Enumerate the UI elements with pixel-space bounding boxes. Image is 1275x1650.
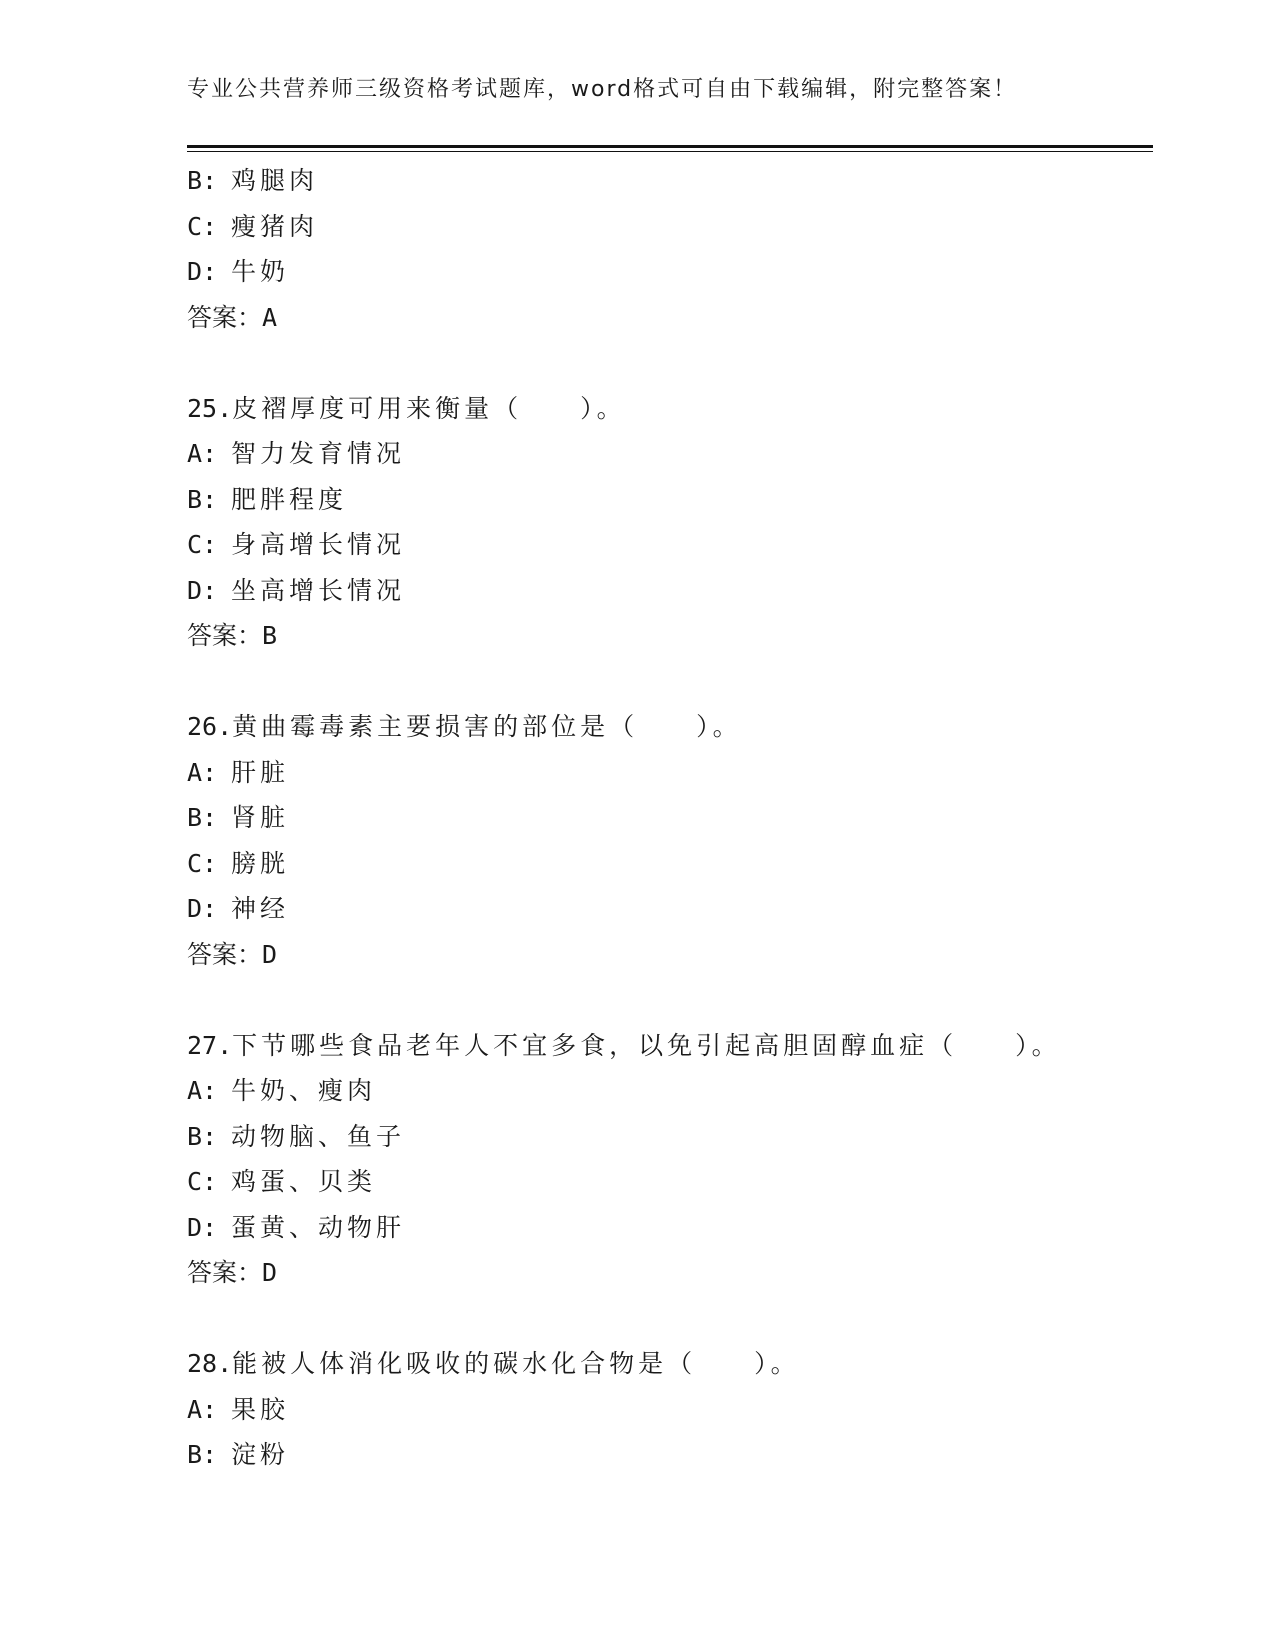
option-text: 身高增长情况 (231, 530, 406, 559)
question-stem (187, 386, 1147, 432)
question-stem (187, 1023, 1147, 1069)
option-b (187, 1432, 1147, 1478)
option-letter: D: (187, 894, 218, 923)
question-25 (187, 386, 1147, 659)
header-rule-thick (187, 145, 1153, 148)
option-letter: D: (187, 575, 218, 605)
option-letter: B: (187, 166, 218, 195)
answer-label: 答案： (187, 1258, 263, 1287)
question-27 (187, 1023, 1147, 1296)
question-text: 黄曲霉毒素主要损害的部位是（ ）。 (232, 712, 742, 741)
option-d (187, 886, 1147, 932)
option-text: 淀粉 (231, 1440, 290, 1469)
option-letter: A: (187, 1076, 218, 1105)
option-b (187, 1114, 1147, 1160)
option-c (187, 1159, 1147, 1205)
option-letter: C: (187, 530, 218, 559)
option-a (187, 1068, 1147, 1114)
option-c (187, 204, 1147, 250)
option-text: 蛋黄、动物肝 (231, 1212, 406, 1242)
answer-label: 答案： (187, 939, 263, 969)
option-text: 果胶 (231, 1394, 290, 1424)
question-stem (187, 704, 1147, 750)
option-c (187, 841, 1147, 887)
option-letter: A: (187, 1394, 218, 1424)
option-letter: C: (187, 848, 218, 878)
option-letter: B: (187, 1121, 218, 1151)
answer-line (187, 1250, 1147, 1296)
option-letter: D: (187, 1212, 218, 1242)
option-b (187, 795, 1147, 841)
option-text: 鸡蛋、贝类 (231, 1167, 377, 1196)
option-letter: C: (187, 211, 218, 241)
question-24-continuation (187, 158, 1147, 340)
header-rule-thin (187, 151, 1153, 152)
question-26 (187, 704, 1147, 977)
option-text: 膀胱 (231, 848, 290, 878)
option-d (187, 249, 1147, 295)
question-number: 28. (187, 1349, 233, 1378)
answer-line (187, 932, 1147, 978)
option-letter: B: (187, 803, 218, 832)
answer-value: B (262, 621, 278, 650)
option-letter: B: (187, 484, 218, 514)
option-text: 鸡腿肉 (231, 166, 319, 195)
answer-value: D (262, 1258, 278, 1287)
answer-value: A (262, 302, 278, 332)
answer-label: 答案： (187, 621, 263, 650)
answer-value: D (262, 939, 278, 969)
option-c (187, 522, 1147, 568)
option-a (187, 431, 1147, 477)
question-list (187, 158, 1147, 1478)
option-b (187, 477, 1147, 523)
page-header: 专业公共营养师三级资格考试题库，word格式可自由下载编辑，附完整答案！ (187, 77, 1018, 102)
option-a (187, 1387, 1147, 1433)
option-a (187, 750, 1147, 796)
option-letter: A: (187, 439, 218, 468)
option-letter: C: (187, 1167, 218, 1196)
option-text: 牛奶、瘦肉 (231, 1076, 377, 1105)
question-text: 下节哪些食品老年人不宜多食，以免引起高胆固醇血症（ ）。 (232, 1030, 1061, 1060)
option-text: 瘦猪肉 (231, 211, 319, 241)
question-number: 27. (187, 1030, 233, 1060)
question-28 (187, 1341, 1147, 1478)
question-number: 26. (187, 712, 233, 741)
option-letter: B: (187, 1440, 218, 1469)
option-b (187, 158, 1147, 204)
option-letter: D: (187, 257, 218, 286)
option-letter: A: (187, 757, 218, 787)
question-text: 皮褶厚度可用来衡量（ ）。 (232, 393, 626, 423)
option-text: 智力发育情况 (231, 439, 406, 468)
answer-line (187, 295, 1147, 341)
option-text: 肥胖程度 (231, 484, 348, 514)
question-number: 25. (187, 393, 233, 423)
option-d (187, 568, 1147, 614)
option-text: 坐高增长情况 (231, 575, 406, 605)
option-text: 肝脏 (231, 757, 290, 787)
answer-label: 答案： (187, 302, 263, 332)
option-text: 神经 (231, 894, 290, 923)
question-text: 能被人体消化吸收的碳水化合物是（ ）。 (232, 1349, 800, 1378)
option-d (187, 1205, 1147, 1251)
option-text: 肾脏 (231, 803, 290, 832)
answer-line (187, 613, 1147, 659)
question-stem (187, 1341, 1147, 1387)
option-text: 动物脑、鱼子 (231, 1121, 406, 1151)
option-text: 牛奶 (231, 257, 290, 286)
